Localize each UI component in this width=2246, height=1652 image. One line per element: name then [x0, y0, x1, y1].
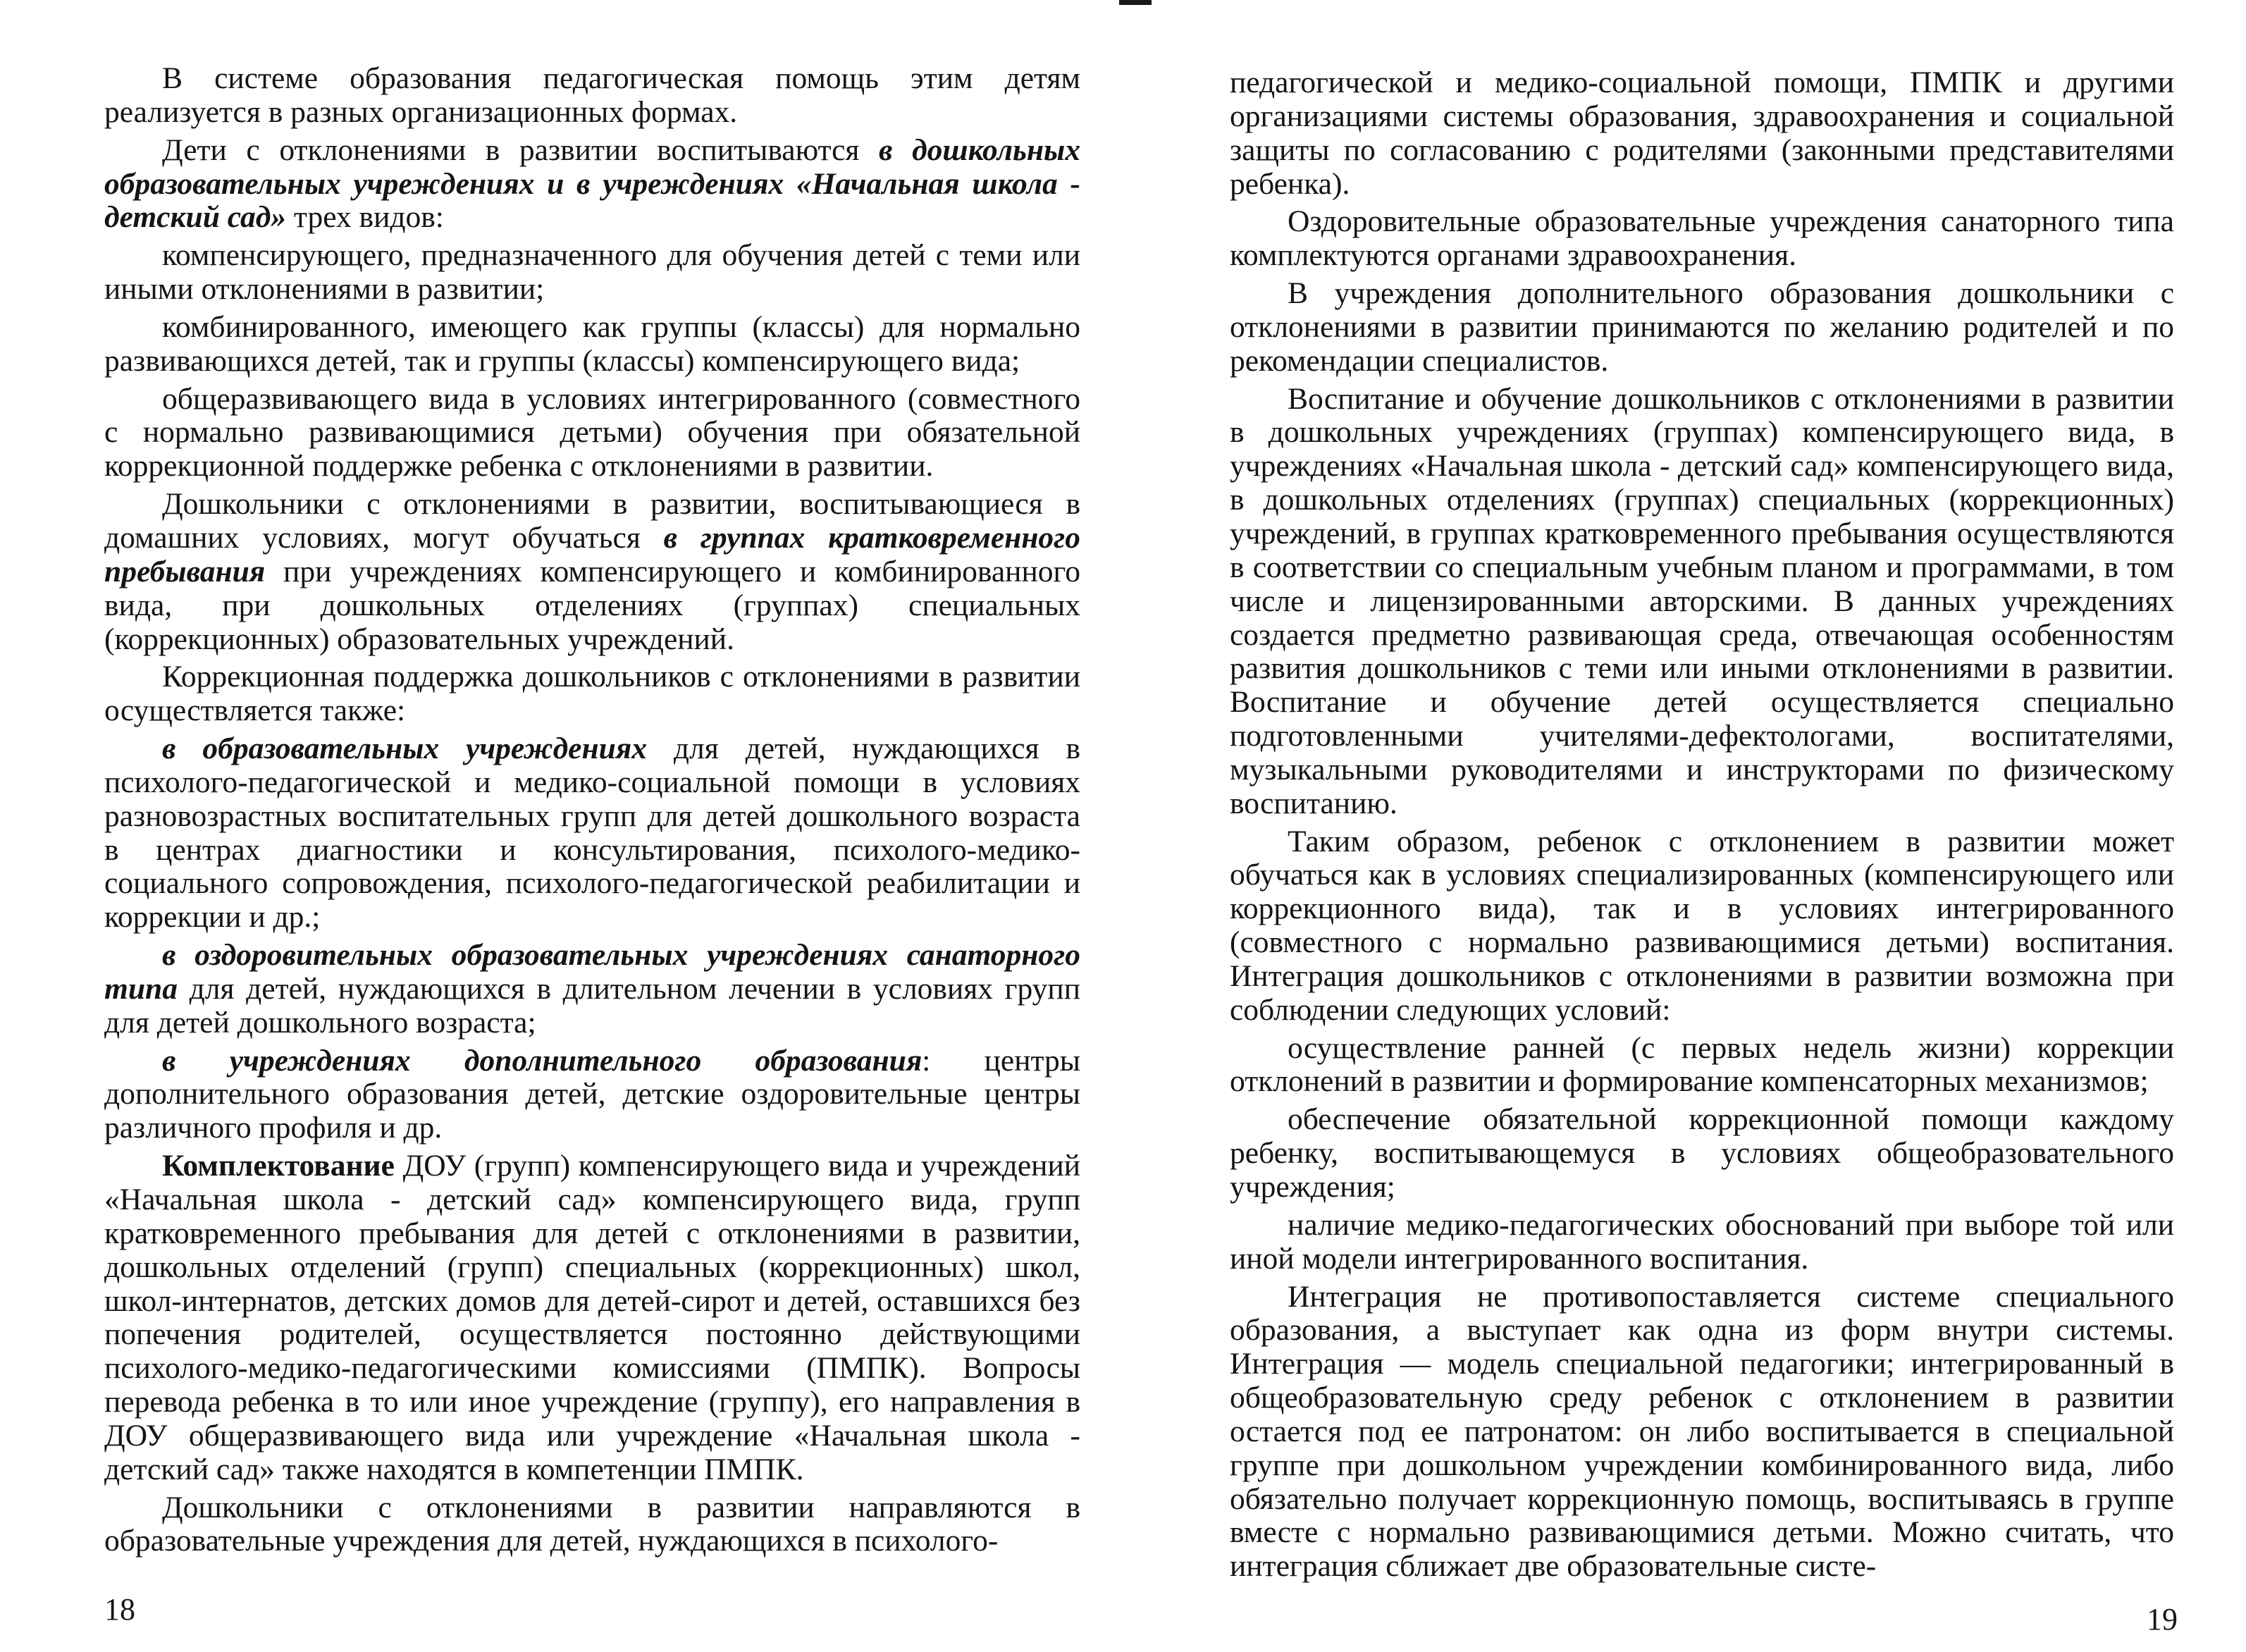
right-paragraph-3: В учреждения дополнительного образования дошкольники с отклонениями в развитии принимаются по желанию родителей и по рекомендации специалистов.	[1230, 276, 2174, 378]
right-list-item-mandatory-help: обеспечение обязательной коррекционной помощи каждому ребенку, воспитывающемуся в условиях общеобразовательного учреждения;	[1230, 1102, 2174, 1204]
right-list-item-early-correction: осуществление ранней (с первых недель жизни) коррекции отклонений в развитии и формирование компенсаторных механизмов;	[1230, 1030, 2174, 1099]
left-paragraph-2-emphasis: в дошкольных образовательных учреждениях и в учреждениях «Начальная школа - детский сад»	[104, 132, 1080, 235]
left-list-item-general: общеразвивающего вида в условиях интегрированного (совместного с нормально развивающимися детьми) обучения при обязательной коррекционной поддержке ребенка с отклонениями в развитии.	[104, 381, 1080, 483]
left-list-item-educational	[104, 732, 1080, 935]
right-paragraph-5: Таким образом, ребенок с отклонением в развитии может обучаться как в условиях специализированных (компенсирующего или коррекционного вида), так и в условиях интегрированного (совместного с нормально развивающимися детьми) воспитания. Интеграция дошкольников с отклонениями в развитии возможна при соблюдении следующих условий:	[1230, 824, 2174, 1027]
left-paragraph-2-post: трех видов:	[286, 200, 444, 235]
left-list-item-additional-text: : центры дополнительного образования детей, детские оздоровительные центры различного профиля и др.	[104, 1043, 1080, 1145]
left-list-item-combined: комбинированного, имеющего как группы (классы) для нормально развивающихся детей, так и группы (классы) компенсирующего вида;	[104, 309, 1080, 378]
left-paragraph-11-emphasis: Комплектование	[162, 1149, 395, 1183]
left-list-item-sanatorium-emphasis: в оздоровительных образовательных учреждениях санаторного типа	[104, 938, 1080, 1006]
right-page	[1230, 66, 2174, 1588]
left-list-item-educational-emphasis: в образовательных учреждениях	[162, 732, 647, 766]
left-paragraph-2	[104, 134, 1080, 235]
left-list-item-sanatorium	[104, 939, 1080, 1040]
left-list-item-additional-emphasis: в учреждениях дополнительного образования	[162, 1043, 923, 1078]
left-page	[104, 62, 1080, 1562]
left-list-item-educational-text: для детей, нуждающихся в психолого-педагогической и медико-социальной помощи в условиях разновозрастных воспитательных групп для детей дошкольного возраста в центрах диагностики и консультирования, психолого-медико-социального сопровождения, психолого-педагогической реабилитации и коррекции и др.;	[104, 732, 1080, 935]
left-paragraph-6-post: при учреждениях компенсирующего и комбинированного вида, при дошкольных отделениях (группах) специальных (коррекционных) образовательных учреждений.	[104, 554, 1080, 656]
left-list-item-additional	[104, 1044, 1080, 1146]
left-paragraph-6	[104, 488, 1080, 656]
right-paragraph-1: педагогической и медико-социальной помощи, ПМПК и другими организациями системы образования, здравоохранения и социальной защиты по согласованию с родителями (законными представителями ребенка).	[1230, 66, 2174, 201]
left-paragraph-2-pre: Дети с отклонениями в развитии воспитываются	[162, 132, 880, 167]
left-page-number: 18	[104, 1592, 135, 1627]
right-paragraph-9: Интеграция не противопоставляется системе специального образования, а выступает как одна из форм внутри системы. Интеграция — модель специальной педагогики; интегрированный в общеобразовательную среду ребенок с отклонением в развитии остается под ее патронатом: он либо воспитывается в специальной группе при дошкольном учреждении комбинированного вида, либо обязательно получает коррекционную помощь, воспитываясь в группе вместе с нормально развивающимися детьми. Можно считать, что интеграция сближает две образовательные систе-	[1230, 1279, 2174, 1584]
right-page-number: 19	[2147, 1602, 2178, 1636]
left-paragraph-6-pre: Дошкольники с отклонениями в развитии, воспитывающиеся в домашних условиях, могут обучаться	[104, 487, 1080, 555]
left-list-item-compensating: компенсирующего, предназначенного для обучения детей с теми или иными отклонениями в развитии;	[104, 238, 1080, 307]
right-list-item-justification: наличие медико-педагогических обоснований при выборе той или иной модели интегрированного воспитания.	[1230, 1207, 2174, 1276]
left-paragraph-11	[104, 1149, 1080, 1486]
left-paragraph-11-text: ДОУ (групп) компенсирующего вида и учреждений «Начальная школа - детский сад» компенсирующего вида, групп кратковременного пребывания для детей с отклонениями в развитии, дошкольных отделений (групп) специальных (коррекционных) школ, школ-интернатов, детских домов для детей-сирот и детей, оставшихся без попечения родителей, осуществляется постоянно действующими психолого-медико-педагогическими комиссиями (ПМПК). Вопросы перевода ребенка в то или иное учреждение (группу), его направления в ДОУ общеразвивающего вида или учреждение «Начальная школа - детский сад» также находятся в компетенции ПМПК.	[104, 1149, 1080, 1486]
right-paragraph-2: Оздоровительные образовательные учреждения санаторного типа комплектуются органами здравоохранения.	[1230, 204, 2174, 273]
left-paragraph-7: Коррекционная поддержка дошкольников с отклонениями в развитии осуществляется также:	[104, 660, 1080, 728]
right-paragraph-4: Воспитание и обучение дошкольников с отклонениями в развитии в дошкольных учреждениях (группах) компенсирующего вида, в учреждениях «Начальная школа - детский сад» компенсирующего вида, в дошкольных отделениях (группах) специальных (коррекционных) учреждений, в группах кратковременного пребывания осуществляются в соответствии со специальным учебным планом и программами, в том числе и лицензированными авторскими. В данных учреждениях создается предметно развивающая среда, отвечающая особенностям развития дошкольников с теми или иными отклонениями в развитии. Воспитание и обучение детей осуществляется специально подготовленными учителями-дефектологами, воспитателями, музыкальными руководителями и инструкторами по физическому воспитанию.	[1230, 381, 2174, 820]
left-paragraph-6-emphasis: в группах кратковременного пребывания	[104, 520, 1080, 588]
left-paragraph-1: В системе образования педагогическая помощь этим детям реализуется в разных организационных формах.	[104, 61, 1080, 129]
left-paragraph-12: Дошкольники с отклонениями в развитии направляются в образовательные учреждения для детей, нуждающихся в психолого-	[104, 1490, 1080, 1558]
left-list-item-sanatorium-text: для детей, нуждающихся в длительном лечении в условиях групп для детей дошкольного возраста;	[104, 971, 1080, 1040]
spread-top-mark	[1119, 0, 1152, 5]
